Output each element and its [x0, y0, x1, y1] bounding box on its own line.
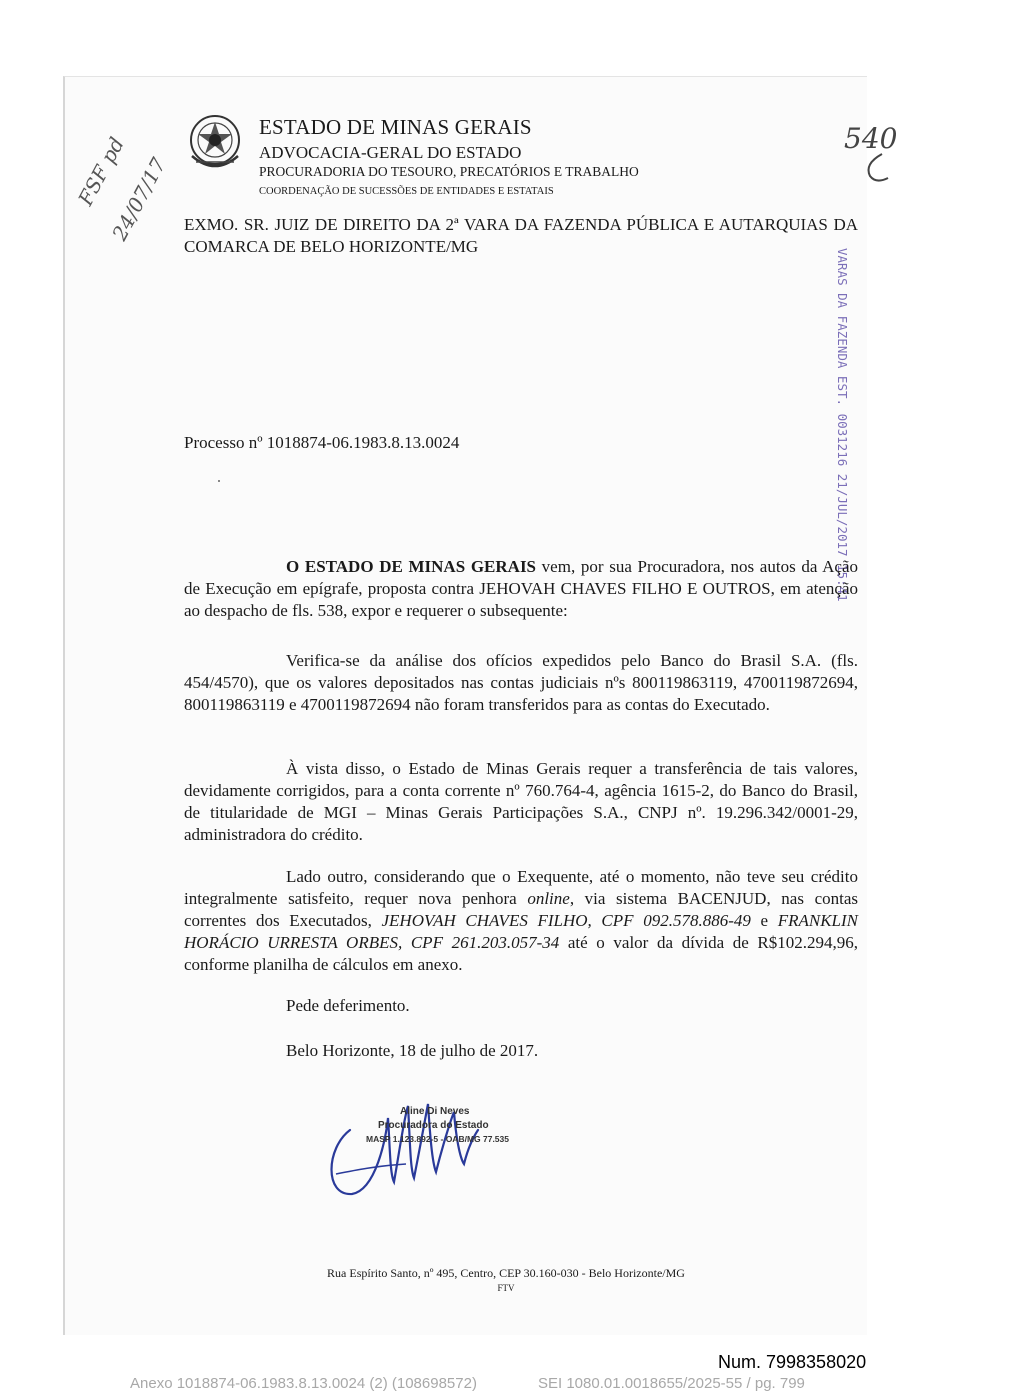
svg-text:540: 540 — [844, 122, 898, 155]
paragraph-analysis: Verifica-se da análise dos ofícios expedidos pelo Banco do Brasil S.A. (fls. 454/4570), que os valores depositados nas contas judiciais nºs 800119863119, 4700119872694, 800119863119 e 4700119872694 não foram transferidos para as contas do Executado. — [184, 651, 858, 714]
header-coordination: COORDENAÇÃO DE SUCESSÕES DE ENTIDADES E ESTATAIS — [259, 186, 554, 197]
svg-text:FSF pd: FSF pd — [73, 133, 129, 210]
svg-text:24/07/17: 24/07/17 — [107, 153, 171, 245]
coat-of-arms-seal — [186, 112, 244, 174]
footer-address: Rua Espírito Santo, nº 495, Centro, CEP 30.160-030 - Belo Horizonte/MG — [327, 1266, 685, 1280]
process-number: Processo nº 1018874-06.1983.8.13.0024 — [184, 433, 460, 452]
paragraph-penhora-request: Lado outro, considerando que o Exequente, até o momento, não teve seu crédito integralmente satisfeito, requer nova penhora online, via sistema BACENJUD, nas contas correntes dos Executados, JEHOVAH CHAVES FILHO, CPF 092.578.886-49 e FRANKLIN HORÁCIO URRESTA ORBES, CPF 261.203.057-34 até o valor da dívida de R$102.294,96, conforme planilha de cálculos em anexo. — [184, 867, 859, 974]
header-office: PROCURADORIA DO TESOURO, PRECATÓRIOS E TRABALHO — [259, 164, 639, 179]
sei-page-label: SEI 1080.01.0018655/2025-55 / pg. 799 — [538, 1375, 805, 1392]
footer-initials: FTV — [497, 1283, 515, 1293]
handwritten-page-number — [836, 112, 906, 192]
header-state: ESTADO DE MINAS GERAIS — [259, 115, 532, 139]
signature-block: Aline Di Neves Procuradora do Estado MASP 1.123.892-5 - OAB/MG 77.535 — [316, 1078, 536, 1213]
closing: Pede deferimento. — [286, 996, 410, 1015]
addressee: EXMO. SR. JUIZ DE DIREITO DA 2ª VARA DA FAZENDA PÚBLICA E AUTARQUIAS DA COMARCA DE BELO HORIZONTE/MG — [184, 215, 858, 256]
place-date: Belo Horizonte, 18 de julho de 2017. — [286, 1041, 539, 1060]
header-agency: ADVOCACIA-GERAL DO ESTADO — [259, 143, 522, 162]
annex-label: Anexo 1018874-06.1983.8.13.0024 (2) (108698572) — [130, 1375, 477, 1392]
protocol-stamp: VARAS DA FAZENDA EST. 0031216 21/JUL/2017 15:41 — [835, 248, 850, 602]
paragraph-intro: O ESTADO DE MINAS GERAIS vem, por sua Procuradora, nos autos da Ação de Execução em epígrafe, proposta contra JEHOVAH CHAVES FILHO E OUTROS, em atenção ao despacho de fls. 538, expor e requerer o subsequente: — [184, 557, 858, 620]
paragraph-transfer-request: À vista disso, o Estado de Minas Gerais requer a transferência de tais valores, devidamente corrigidos, para a conta corrente nº 760.764-4, agência 1615-2, do Banco do Brasil, de titularidade de MGI – Minas Gerais Participações S.A., CNPJ nº. 19.296.342/0001-29, administradora do crédito. — [184, 759, 858, 844]
scan-speck — [218, 480, 220, 482]
document-number: Num. 7998358020 — [718, 1352, 867, 1372]
handwritten-initials-date — [73, 112, 190, 252]
